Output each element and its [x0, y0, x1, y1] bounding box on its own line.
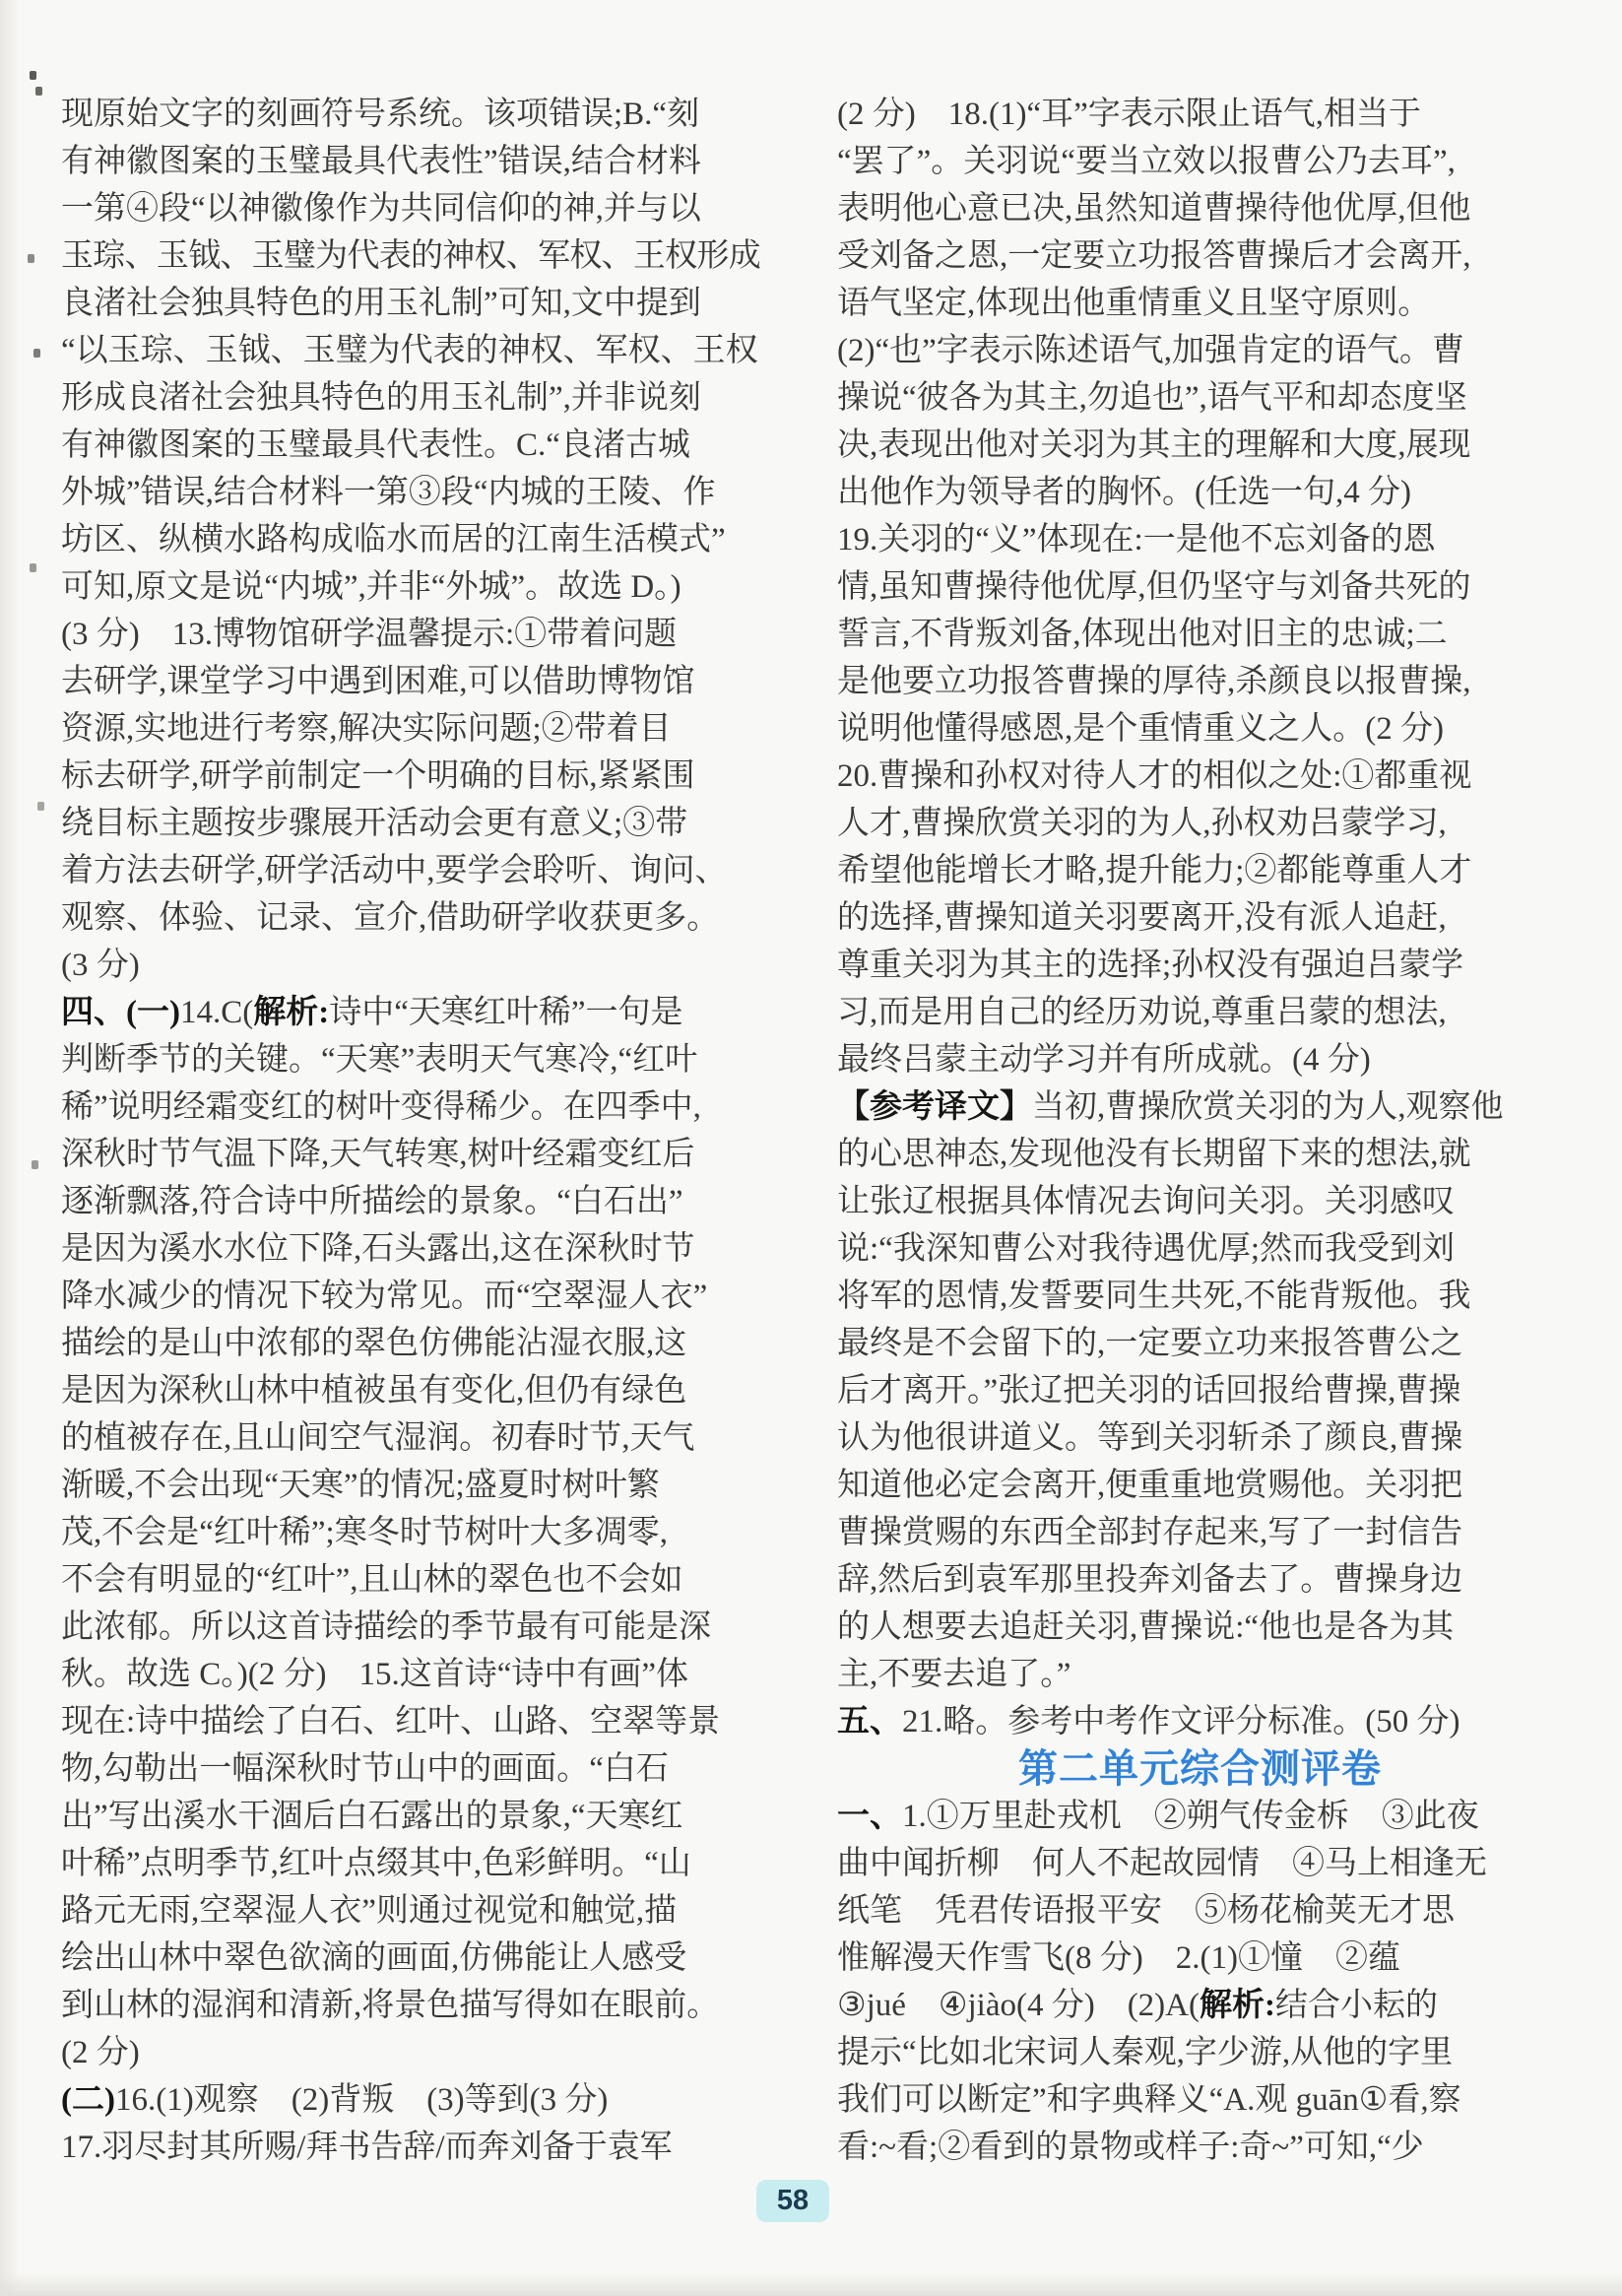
text-line: [61, 1840, 760, 1887]
text: (2 分): [61, 2035, 140, 2070]
text: 标去研学,研学前制定一个明确的目标,紧紧围: [61, 758, 695, 794]
text: 有神徽图案的玉璧最具代表性。C.“良渚古城: [61, 427, 690, 463]
text: 玉琮、玉钺、玉璧为代表的神权、军权、王权形成: [61, 238, 761, 274]
text-line: [61, 705, 760, 753]
text-line: [837, 1414, 1563, 1462]
text: 现在:诗中描绘了白石、红叶、山路、空翠等景: [61, 1704, 721, 1739]
text: (3 分) 13.博物馆研学温馨提示:①带着问题: [61, 617, 678, 652]
text: (2 分) 18.(1)“耳”字表示限止语气,相当于: [837, 97, 1422, 132]
text-line: [61, 1414, 760, 1462]
text: 最终吕蒙主动学习并有所成就。(4 分): [837, 1042, 1371, 1078]
text-line: [61, 658, 760, 705]
text-line: [837, 1178, 1563, 1225]
text-line: [837, 658, 1563, 705]
text-line: [61, 800, 760, 847]
text: 19.关羽的“义”体现在:一是他不忘刘备的恩: [837, 522, 1436, 558]
text: 习,而是用自己的经历劝说,尊重吕蒙的想法,: [837, 995, 1447, 1030]
text: 形成良渚社会独具特色的用玉礼制”,并非说刻: [61, 380, 701, 416]
text: 主,不要去追了。”: [837, 1657, 1071, 1692]
text-line: [837, 1367, 1563, 1414]
text-line: [61, 1178, 760, 1225]
text: 绕目标主题按步骤展开活动会更有意义;③带: [61, 806, 688, 841]
text-line: [61, 753, 760, 800]
text-line: [837, 942, 1563, 989]
text: 出”写出溪水干涸后白石露出的景象,“天寒红: [61, 1799, 683, 1834]
text: “以玉琮、玉钺、玉璧为代表的神权、军权、王权: [61, 333, 758, 368]
left-column: [61, 91, 760, 2171]
text: 尊重关羽为其主的选择;孙权没有强迫吕蒙学: [837, 948, 1464, 983]
text-line: [837, 1462, 1563, 1509]
section-heading-text: 第二单元综合测评卷: [1018, 1746, 1382, 1791]
text-line: [837, 705, 1563, 753]
text-line: [61, 611, 760, 658]
text-line: [837, 753, 1563, 800]
text-line: [61, 1793, 760, 1840]
text-line: [61, 1083, 760, 1131]
text: 我们可以断定”和字典释义“A.观 guān①看,察: [837, 2082, 1461, 2118]
text: 20.曹操和孙权对待人才的相似之处:①都重视: [837, 758, 1472, 794]
section-heading: [837, 1745, 1563, 1793]
text: 表明他心意已决,虽然知道曹操待他优厚,但他: [837, 191, 1471, 227]
text-line: [61, 327, 760, 374]
text: 将军的恩情,发誓要同生共死,不能背叛他。我: [837, 1279, 1471, 1314]
text-line: [61, 1509, 760, 1556]
bold-text: 【参考译文】: [837, 1089, 1032, 1125]
text: 让张辽根据具体情况去询问关羽。关羽感叹: [837, 1184, 1455, 1219]
text: 誓言,不背叛刘备,体现出他对旧主的忠诚;二: [837, 617, 1448, 652]
text-line: [837, 280, 1563, 327]
text: 认为他很讲道义。等到关羽斩杀了颜良,曹操: [837, 1420, 1463, 1456]
text-line: [837, 1698, 1563, 1745]
text: (2)“也”字表示陈述语气,加强肯定的语气。曹: [837, 333, 1465, 368]
text: 着方法去研学,研学活动中,要学会聆听、询问、: [61, 853, 728, 888]
text-line: [61, 989, 760, 1036]
text: 提示“比如北宋词人秦观,字少游,从他的字里: [837, 2035, 1454, 2070]
text-line: [61, 1367, 760, 1414]
text: 最终是不会留下的,一定要立功来报答曹公之: [837, 1326, 1463, 1361]
text: 惟解漫天作雪飞(8 分) 2.(1)①憧 ②蕴: [837, 1940, 1400, 1976]
text: 不会有明显的“红叶”,且山林的翠色也不会如: [61, 1562, 683, 1598]
bold-text: (二): [61, 2082, 115, 2118]
text-line: [61, 91, 760, 138]
text: 辞,然后到袁军那里投奔刘备去了。曹操身边: [837, 1562, 1463, 1598]
text: 茂,不会是“红叶稀”;寒冬时节树叶大多凋零,: [61, 1515, 668, 1550]
text-line: [837, 847, 1563, 894]
text-line: [61, 1604, 760, 1651]
right-column: [837, 91, 1563, 2171]
text: 的人想要去追赶关羽,曹操说:“他也是各为其: [837, 1609, 1455, 1645]
text-line: [837, 611, 1563, 658]
text: 希望他能增长才略,提升能力;②都能尊重人才: [837, 853, 1472, 888]
text: 物,勾勒出一幅深秋时节山中的画面。“白石: [61, 1751, 669, 1787]
text-line: [837, 1320, 1563, 1367]
text: 曹操赏赐的东西全部封存起来,写了一封信告: [837, 1515, 1463, 1550]
text: 17.羽尽封其所赐/拜书告辞/而奔刘备于袁军: [61, 2130, 673, 2165]
text: 决,表现出他对关羽为其主的理解和大度,展现: [837, 427, 1471, 463]
text: ③jué ④jiào(4 分) (2)A(: [837, 1988, 1200, 2023]
text-line: [837, 1982, 1563, 2029]
bold-text: 解析:: [1200, 1988, 1275, 2023]
text: “罢了”。关羽说“要当立效以报曹公乃去耳”,: [837, 144, 1456, 179]
text: 语气坚定,体现出他重情重义且坚守原则。: [837, 286, 1431, 321]
bold-text: 一、: [837, 1799, 902, 1834]
text: 情,虽知曹操待他优厚,但仍坚守与刘备共死的: [837, 569, 1471, 605]
text-line: [837, 374, 1563, 422]
text-line: [61, 894, 760, 942]
text-line: [837, 2076, 1563, 2124]
text-line: [837, 469, 1563, 516]
bold-text: 五、: [837, 1704, 902, 1739]
text-line: [61, 563, 760, 611]
text-line: [837, 1225, 1563, 1273]
text-line: [837, 2124, 1563, 2171]
text: 当初,曹操欣赏关羽的为人,观察他: [1032, 1089, 1504, 1125]
text-line: [61, 2076, 760, 2124]
text: 说:“我深知曹公对我待遇优厚;然而我受到刘: [837, 1231, 1455, 1267]
bold-text: 解析:: [253, 995, 330, 1030]
text: 知道他必定会离开,便重重地赏赐他。关羽把: [837, 1468, 1463, 1503]
text: 可知,原文是说“内城”,并非“外城”。故选 D。): [61, 569, 681, 605]
text-line: [61, 1225, 760, 1273]
text-line: [837, 1887, 1563, 1935]
text: 外城”错误,结合材料一第③段“内城的王陵、作: [61, 475, 716, 510]
text: 有神徽图案的玉璧最具代表性”错误,结合材料: [61, 144, 701, 179]
text: 结合小耘的: [1275, 1988, 1438, 2023]
text-line: [837, 91, 1563, 138]
text-line: [61, 138, 760, 185]
text: 稀”说明经霜变红的树叶变得稀少。在四季中,: [61, 1089, 701, 1125]
text-line: [61, 1556, 760, 1604]
text-line: [837, 422, 1563, 469]
text: 是因为溪水水位下降,石头露出,这在深秋时节: [61, 1231, 695, 1267]
text-line: [61, 1320, 760, 1367]
text-line: [837, 1556, 1563, 1604]
text: 路元无雨,空翠湿人衣”则通过视觉和触觉,描: [61, 1893, 678, 1929]
text-line: [61, 1462, 760, 1509]
text-line: [837, 800, 1563, 847]
text-line: [61, 185, 760, 232]
text: 良渚社会独具特色的用玉礼制”可知,文中提到: [61, 286, 701, 321]
text-line: [837, 1840, 1563, 1887]
text-line: [61, 2124, 760, 2171]
text-line: [837, 1273, 1563, 1320]
text-line: [61, 374, 760, 422]
text-line: [61, 1651, 760, 1698]
text-line: [837, 185, 1563, 232]
text: 叶稀”点明季节,红叶点缀其中,色彩鲜明。“山: [61, 1846, 691, 1881]
text-line: [837, 232, 1563, 280]
text-line: [837, 894, 1563, 942]
text-line: [837, 1935, 1563, 1982]
text: 1.①万里赴戎机 ②朔气传金柝 ③此夜: [902, 1799, 1479, 1834]
text-line: [837, 1509, 1563, 1556]
text: 深秋时节气温下降,天气转寒,树叶经霜变红后: [61, 1137, 695, 1172]
text-line: [837, 563, 1563, 611]
text: 一第④段“以神徽像作为共同信仰的神,并与以: [61, 191, 701, 227]
text-line: [837, 1604, 1563, 1651]
text: 看:~看;②看到的景物或样子:奇~”可知,“少: [837, 2130, 1424, 2165]
text-line: [837, 516, 1563, 563]
text: 坊区、纵横水路构成临水而居的江南生活模式”: [61, 522, 726, 558]
text: 14.C(: [179, 995, 254, 1030]
text-line: [61, 1698, 760, 1745]
text-line: [837, 1131, 1563, 1178]
text: 21.略。参考中考作文评分标准。(50 分): [902, 1704, 1460, 1739]
text-line: [61, 1982, 760, 2029]
text-line: [837, 138, 1563, 185]
scan-artifacts: [30, 71, 36, 80]
text-line: [837, 2029, 1563, 2076]
text-line: [837, 1036, 1563, 1083]
text: 判断季节的关键。“天寒”表明天气寒冷,“红叶: [61, 1042, 698, 1078]
page-number-badge: [756, 2180, 829, 2222]
text-line: [61, 1273, 760, 1320]
text-line: [837, 1793, 1563, 1840]
text: (3 分): [61, 948, 140, 983]
text-line: [61, 2029, 760, 2076]
page-number: 58: [776, 2185, 810, 2216]
text: 去研学,课堂学习中遇到困难,可以借助博物馆: [61, 664, 695, 699]
text: 的选择,曹操知道关羽要离开,没有派人追赶,: [837, 900, 1447, 936]
text-line: [837, 327, 1563, 374]
text: 的植被存在,且山间空气湿润。初春时节,天气: [61, 1420, 695, 1456]
text-line: [61, 422, 760, 469]
text-line: [61, 1131, 760, 1178]
text-line: [61, 1036, 760, 1083]
text: 后才离开。”张辽把关羽的话回报给曹操,曹操: [837, 1373, 1461, 1409]
text-line: [61, 1745, 760, 1793]
text-line: [837, 1083, 1563, 1131]
text-line: [61, 280, 760, 327]
text-line: [61, 942, 760, 989]
text: 的心思神态,发现他没有长期留下来的想法,就: [837, 1137, 1471, 1172]
text: 是他要立功报答曹操的厚待,杀颜良以报曹操,: [837, 664, 1471, 699]
text: 人才,曹操欣赏关羽的为人,孙权劝吕蒙学习,: [837, 806, 1447, 841]
text: 到山林的湿润和清新,将景色描写得如在眼前。: [61, 1988, 720, 2023]
text: 出他作为领导者的胸怀。(任选一句,4 分): [837, 475, 1411, 510]
text: 操说“彼各为其主,勿追也”,语气平和却态度坚: [837, 380, 1467, 416]
text: 资源,实地进行考察,解决实际问题;②带着目: [61, 711, 672, 747]
text: 纸笔 凭君传语报平安 ⑤杨花榆荚无才思: [837, 1893, 1455, 1929]
text-line: [837, 1651, 1563, 1698]
text: 说明他懂得感恩,是个重情重义之人。(2 分): [837, 711, 1444, 747]
text-line: [61, 1887, 760, 1935]
text: 16.(1)观察 (2)背叛 (3)等到(3 分): [114, 2082, 609, 2118]
text: 是因为深秋山林中植被虽有变化,但仍有绿色: [61, 1373, 687, 1409]
text-line: [61, 847, 760, 894]
bold-text: 四、(一): [61, 995, 180, 1030]
text-line: [61, 516, 760, 563]
text-line: [61, 1935, 760, 1982]
text: 受刘备之恩,一定要立功报答曹操后才会离开,: [837, 238, 1471, 274]
text: 观察、体验、记录、宣介,借助研学收获更多。: [61, 900, 720, 936]
text: 描绘的是山中浓郁的翠色仿佛能沾湿衣服,这: [61, 1326, 687, 1361]
text: 降水减少的情况下较为常见。而“空翠湿人衣”: [61, 1279, 708, 1314]
text-line: [61, 232, 760, 280]
text: 现原始文字的刻画符号系统。该项错误;B.“刻: [61, 97, 700, 132]
text: 绘出山林中翠色欲滴的画面,仿佛能让人感受: [61, 1940, 687, 1976]
text: 诗中“天寒红叶稀”一句是: [329, 995, 683, 1030]
text-line: [61, 469, 760, 516]
text: 此浓郁。所以这首诗描绘的季节最有可能是深: [61, 1609, 711, 1645]
text: 曲中闻折柳 何人不起故园情 ④马上相逢无: [837, 1846, 1487, 1881]
text: 秋。故选 C。)(2 分) 15.这首诗“诗中有画”体: [61, 1657, 689, 1692]
text: 渐暖,不会出现“天寒”的情况;盛夏时树叶繁: [61, 1468, 660, 1503]
text-line: [837, 989, 1563, 1036]
text: 逐渐飘落,符合诗中所描绘的景象。“白石出”: [61, 1184, 683, 1219]
